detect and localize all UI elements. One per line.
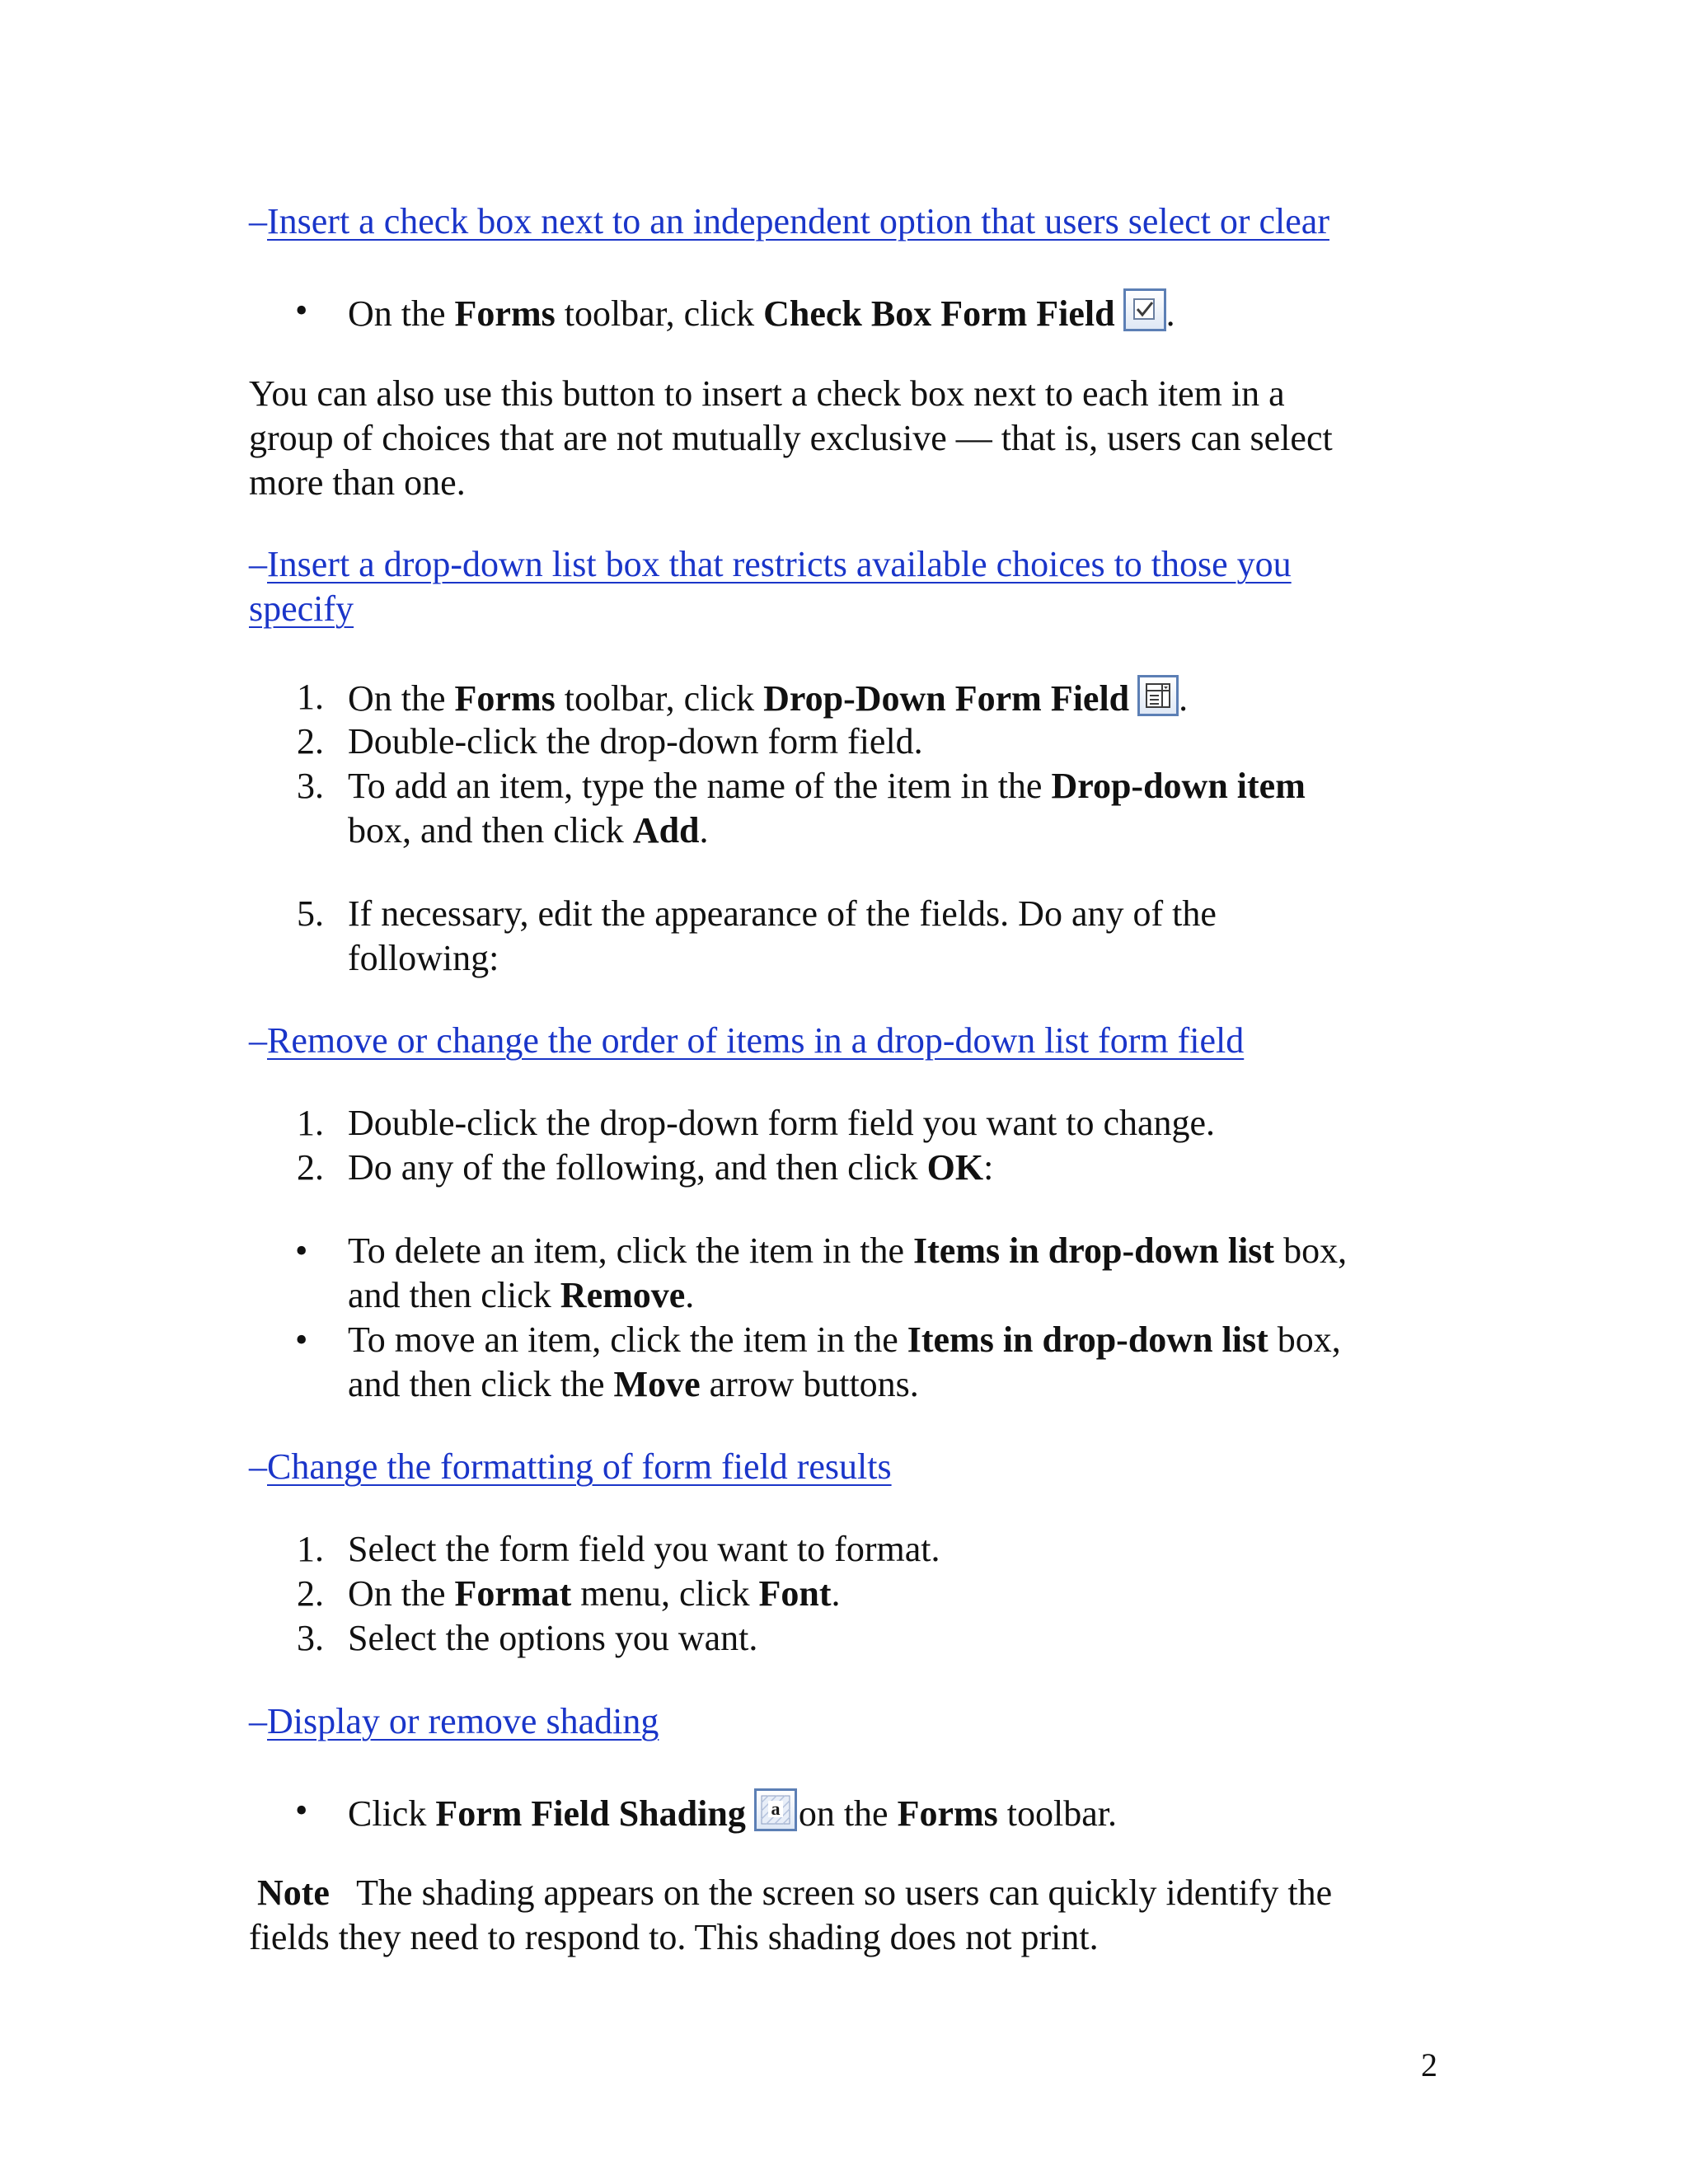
heading-insert-dropdown[interactable]: [249, 542, 1292, 587]
formatting-step-2: [348, 1572, 841, 1616]
text: .: [685, 1275, 695, 1315]
dropdown-step-5: If necessary, edit the appearance of the fields. Do any of the: [348, 893, 1217, 934]
reorder-step-1: Double-click the drop-down form field you want to change.: [348, 1103, 1216, 1143]
bold-text: Drop-Down Form Field: [763, 678, 1130, 719]
heading-link-insert-dropdown-cont[interactable]: specify: [249, 588, 354, 629]
paragraph-line: more than one.: [249, 462, 466, 503]
heading-dash: –: [249, 1446, 267, 1487]
reorder-bullet-delete-cont: [348, 1273, 694, 1318]
list-number: 2.: [297, 721, 324, 762]
text: .: [831, 1573, 841, 1614]
reorder-bullet-move: [348, 1318, 1341, 1362]
bold-text: OK: [926, 1147, 984, 1188]
list-number: 2.: [297, 1147, 324, 1188]
bold-text: Forms: [454, 678, 556, 719]
heading-link-insert-checkbox[interactable]: Insert a check box next to an independent option that users select or clear: [267, 201, 1329, 241]
text: :: [983, 1147, 994, 1188]
note-label: Note: [257, 1872, 330, 1913]
reorder-bullet-delete: [348, 1229, 1347, 1273]
heading-dash: –: [249, 1701, 267, 1741]
paragraph-line: You can also use this button to insert a check box next to each item in a: [249, 373, 1285, 414]
bullet-marker: •: [295, 1230, 308, 1271]
formatting-step-1: Select the form field you want to format.: [348, 1529, 940, 1569]
bold-text: Items in drop-down list: [907, 1319, 1268, 1360]
bold-text: Forms: [897, 1793, 998, 1834]
bold-text: Form Field Shading: [435, 1793, 746, 1834]
dropdown-step-2: Double-click the drop-down form field.: [348, 721, 923, 762]
paragraph-line: group of choices that are not mutually exclusive — that is, users can select: [249, 418, 1333, 458]
text: Click: [348, 1793, 436, 1834]
bullet-marker: •: [295, 1319, 308, 1360]
bold-text: Forms: [454, 293, 556, 334]
heading-dash: –: [249, 1020, 267, 1061]
form-field-shading-icon: [754, 1788, 797, 1831]
dropdown-step-3: [348, 764, 1306, 808]
bold-text: Move: [613, 1364, 701, 1404]
text: and then click: [348, 1275, 560, 1315]
text: Do any of the following, and then click: [348, 1147, 927, 1188]
heading-display-shading[interactable]: [249, 1699, 659, 1744]
text: To delete an item, click the item in the: [348, 1230, 914, 1271]
text: On the: [348, 678, 455, 719]
heading-link-display-shading[interactable]: Display or remove shading: [267, 1701, 659, 1741]
list-number: 3.: [297, 766, 324, 806]
bold-text: Font: [758, 1573, 832, 1614]
checkbox-form-field-icon: [1123, 288, 1166, 331]
reorder-step-2: [348, 1146, 993, 1190]
text: On the: [348, 1573, 455, 1614]
text: arrow buttons.: [700, 1364, 919, 1404]
text: box,: [1274, 1230, 1348, 1271]
bold-text: Format: [454, 1573, 572, 1614]
formatting-step-3: Select the options you want.: [348, 1618, 758, 1658]
heading-link-insert-dropdown[interactable]: Insert a drop-down list box that restricts available choices to those you: [267, 544, 1292, 584]
note-line-cont: fields they need to respond to. This shading does not print.: [249, 1917, 1099, 1957]
bullet-marker: •: [295, 290, 308, 330]
text: toolbar, click: [555, 678, 764, 719]
dropdown-form-field-icon: [1137, 675, 1179, 716]
heading-link-change-formatting[interactable]: Change the formatting of form field results: [267, 1446, 892, 1487]
heading-reorder-items[interactable]: [249, 1019, 1244, 1063]
page-number: 2: [1421, 2046, 1437, 2083]
heading-link-reorder-items[interactable]: Remove or change the order of items in a drop-down list form field: [267, 1020, 1245, 1061]
text: and then click the: [348, 1364, 614, 1404]
reorder-bullet-move-cont: [348, 1362, 919, 1407]
bold-text: Check Box Form Field: [763, 293, 1115, 334]
list-number: 3.: [297, 1618, 324, 1658]
text: To add an item, type the name of the item in the: [348, 766, 1052, 806]
text: The shading appears on the screen so users can quickly identify the: [329, 1872, 1333, 1913]
text: .: [1179, 678, 1189, 719]
dropdown-step-1: [348, 675, 1188, 721]
list-number: 1.: [297, 1529, 324, 1569]
bold-text: Remove: [560, 1275, 686, 1315]
heading-insert-checkbox[interactable]: [249, 199, 1329, 244]
dropdown-step-3-cont: [348, 808, 709, 853]
shading-icon-letter: a: [771, 1798, 781, 1819]
heading-insert-dropdown-cont[interactable]: [249, 587, 354, 631]
list-number: 1.: [297, 1103, 324, 1143]
text: box,: [1268, 1319, 1341, 1360]
bold-text: Drop-down item: [1051, 766, 1306, 806]
text: menu, click: [571, 1573, 759, 1614]
bold-text: Items in drop-down list: [913, 1230, 1275, 1271]
text: on the: [798, 1793, 898, 1834]
text: toolbar.: [997, 1793, 1117, 1834]
text: .: [699, 810, 709, 851]
heading-dash: –: [249, 544, 267, 584]
bold-text: Add: [632, 810, 700, 851]
dropdown-step-5-cont: following:: [348, 938, 499, 978]
list-number: 5.: [297, 893, 324, 934]
checkbox-step: [348, 288, 1175, 336]
heading-change-formatting[interactable]: [249, 1445, 892, 1489]
list-number: 1.: [297, 677, 324, 717]
text: toolbar, click: [555, 293, 764, 334]
shading-step: [348, 1788, 1117, 1836]
note-line: [257, 1871, 1332, 1915]
heading-dash: –: [249, 201, 267, 241]
text: On the: [348, 293, 455, 334]
text: .: [1165, 293, 1175, 334]
list-number: 2.: [297, 1573, 324, 1614]
text: To move an item, click the item in the: [348, 1319, 907, 1360]
bullet-marker: •: [295, 1790, 308, 1830]
text: box, and then click: [348, 810, 633, 851]
